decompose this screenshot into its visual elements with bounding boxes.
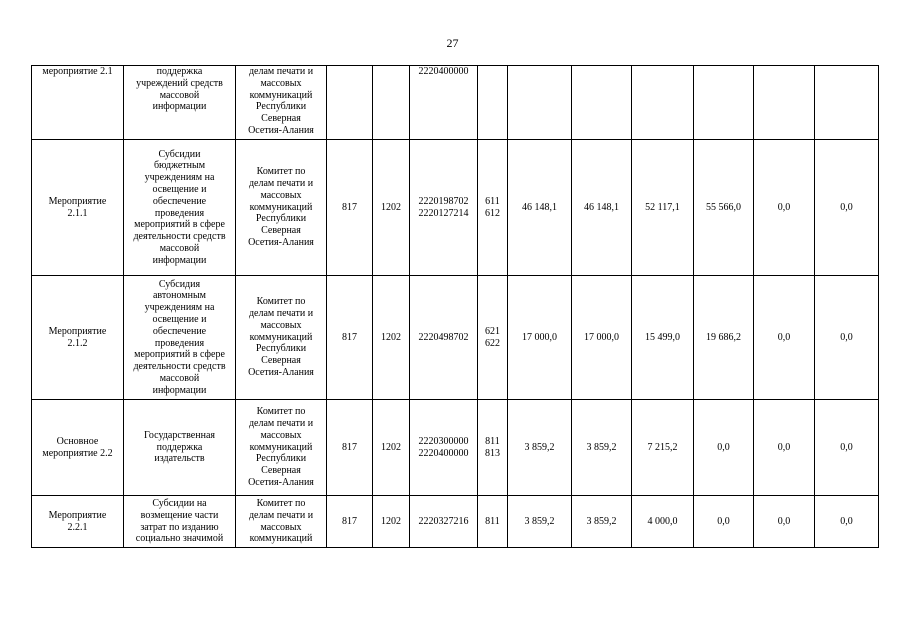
- row-vr: 811: [478, 496, 508, 548]
- row-csr: 2220198702 2220127214: [410, 140, 478, 276]
- row-value-5: 0,0: [754, 276, 815, 400]
- row-name: мероприятие 2.1: [32, 66, 124, 140]
- row-executor: Комитет по делам печати и массовых коммуникаций Республики Северная Осетия-Алания: [236, 400, 327, 496]
- row-value-5: 0,0: [754, 400, 815, 496]
- row-value-2: [572, 66, 632, 140]
- row-vr: [478, 66, 508, 140]
- row-value-6: 0,0: [815, 400, 879, 496]
- row-value-3: 15 499,0: [632, 276, 694, 400]
- row-value-6: [815, 66, 879, 140]
- row-executor: Комитет по делам печати и массовых коммуникаций Республики Северная Осетия-Алания: [236, 276, 327, 400]
- row-value-6: 0,0: [815, 140, 879, 276]
- row-value-1: 3 859,2: [508, 400, 572, 496]
- row-rzpr: 1202: [373, 496, 410, 548]
- row-description: Субсидии бюджетным учреждениям на освещение и обеспечение проведения мероприятий в сфере деятельности средств массовой информации: [124, 140, 236, 276]
- row-name: Мероприятие 2.2.1: [32, 496, 124, 548]
- row-vr: 811 813: [478, 400, 508, 496]
- row-rzpr: [373, 66, 410, 140]
- table-row: [32, 400, 879, 496]
- row-csr: 2220300000 2220400000: [410, 400, 478, 496]
- row-rzpr: 1202: [373, 140, 410, 276]
- row-grbs: 817: [327, 496, 373, 548]
- row-value-4: [694, 66, 754, 140]
- row-value-2: 3 859,2: [572, 400, 632, 496]
- row-description: Субсидия автономным учреждениям на освещение и обеспечение проведения мероприятий в сфере деятельности средств массовой информации: [124, 276, 236, 400]
- row-grbs: 817: [327, 400, 373, 496]
- row-value-1: 17 000,0: [508, 276, 572, 400]
- row-csr: 2220498702: [410, 276, 478, 400]
- row-value-4: 55 566,0: [694, 140, 754, 276]
- row-value-1: [508, 66, 572, 140]
- page-number: 27: [446, 36, 459, 50]
- row-value-5: [754, 66, 815, 140]
- row-name: Основное мероприятие 2.2: [32, 400, 124, 496]
- row-csr: 2220327216: [410, 496, 478, 548]
- row-executor: Комитет по делам печати и массовых коммуникаций Республики Северная Осетия-Алания: [236, 140, 327, 276]
- row-value-4: 0,0: [694, 496, 754, 548]
- row-description: Субсидии на возмещение части затрат по изданию социально значимой: [124, 496, 236, 548]
- row-description: Государственная поддержка издательств: [124, 400, 236, 496]
- row-value-6: 0,0: [815, 276, 879, 400]
- row-executor: делам печати и массовых коммуникаций Республики Северная Осетия-Алания: [236, 66, 327, 140]
- row-value-5: 0,0: [754, 496, 815, 548]
- table-row: [32, 66, 879, 140]
- row-rzpr: 1202: [373, 400, 410, 496]
- row-grbs: 817: [327, 276, 373, 400]
- row-value-4: 0,0: [694, 400, 754, 496]
- row-grbs: 817: [327, 140, 373, 276]
- row-grbs: [327, 66, 373, 140]
- table-row: [32, 140, 879, 276]
- row-value-6: 0,0: [815, 496, 879, 548]
- row-name: Мероприятие 2.1.2: [32, 276, 124, 400]
- row-value-1: 3 859,2: [508, 496, 572, 548]
- row-value-3: 4 000,0: [632, 496, 694, 548]
- row-rzpr: 1202: [373, 276, 410, 400]
- row-value-3: 52 117,1: [632, 140, 694, 276]
- row-executor: Комитет по делам печати и массовых коммуникаций: [236, 496, 327, 548]
- row-value-3: [632, 66, 694, 140]
- row-value-2: 3 859,2: [572, 496, 632, 548]
- row-value-5: 0,0: [754, 140, 815, 276]
- row-vr: 621 622: [478, 276, 508, 400]
- row-name: Мероприятие 2.1.1: [32, 140, 124, 276]
- row-value-2: 17 000,0: [572, 276, 632, 400]
- table-row: [32, 496, 879, 548]
- row-value-2: 46 148,1: [572, 140, 632, 276]
- row-vr: 611 612: [478, 140, 508, 276]
- table-row: [32, 276, 879, 400]
- budget-table: [31, 65, 879, 548]
- row-csr: 2220400000: [410, 66, 478, 140]
- row-value-4: 19 686,2: [694, 276, 754, 400]
- row-value-1: 46 148,1: [508, 140, 572, 276]
- row-value-3: 7 215,2: [632, 400, 694, 496]
- row-description: поддержка учреждений средств массовой информации: [124, 66, 236, 140]
